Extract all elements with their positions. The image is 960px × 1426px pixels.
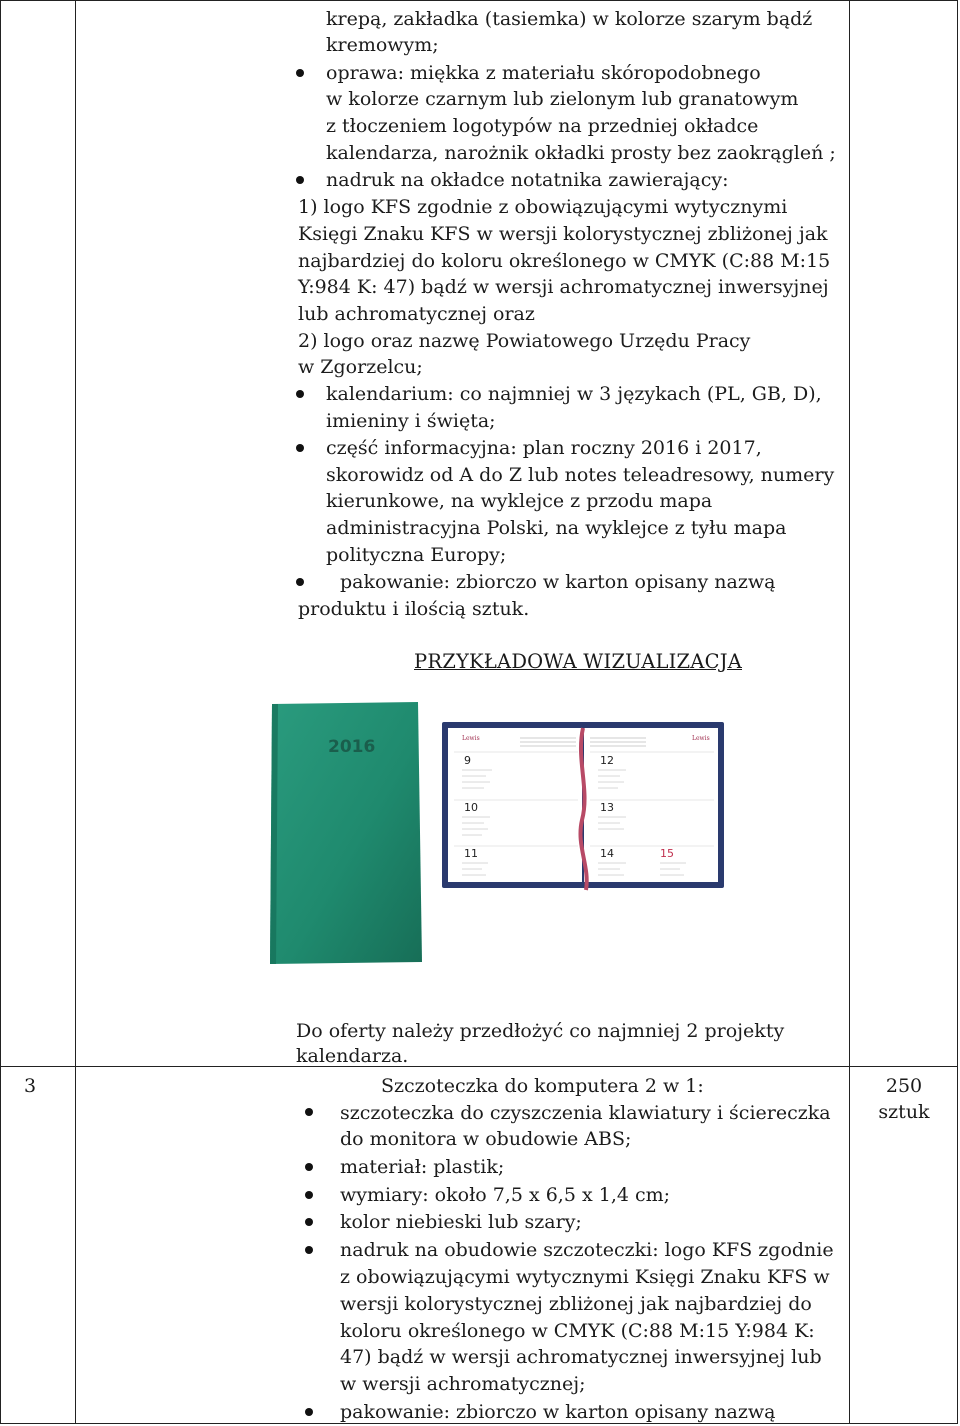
text-line: z obowiązującymi wytycznymi Księgi Znaku KFS w: [340, 1266, 830, 1288]
planner-open-image: [440, 720, 726, 892]
quantity-number: 250: [885, 1075, 923, 1097]
bullet: [305, 1218, 313, 1226]
planner-day-holiday: 15: [660, 847, 674, 860]
text-line: Y:984 K: 47) bądź w wersji achromatycznej inwersyjnej: [298, 276, 829, 298]
text-line: wymiary: około 7,5 x 6,5 x 1,4 cm;: [340, 1184, 671, 1206]
text-line: Do oferty należy przedłożyć co najmniej 2 projekty: [296, 1020, 785, 1042]
text-line: 47) bądź w wersji achromatycznej inwersyjnej lub: [340, 1346, 822, 1368]
text-line: oprawa: miękka z materiału skóropodobnego: [326, 62, 761, 84]
planner-day: 14: [600, 847, 614, 860]
text-line: kalendarza, narożnik okładki prosty bez zaokrągleń ;: [326, 142, 836, 164]
planner-corner-label-right: Lewis: [692, 735, 710, 742]
item-title: Szczoteczka do komputera 2 w 1:: [381, 1075, 704, 1097]
column-divider: [849, 1, 850, 1423]
text-line: kalendarza.: [296, 1045, 409, 1067]
text-line: w Zgorzelcu;: [298, 356, 423, 378]
text-line: produktu i ilością sztuk.: [298, 598, 530, 620]
bullet: [305, 1408, 313, 1416]
bullet: [305, 1246, 313, 1254]
bullet: [296, 69, 304, 77]
text-line: szczoteczka do czyszczenia klawiatury i ściereczka: [340, 1102, 831, 1124]
text-line: 1) logo KFS zgodnie z obowiązującymi wytycznymi: [298, 196, 788, 218]
text-line: koloru określonego w CMYK (C:88 M:15 Y:984 K:: [340, 1320, 815, 1342]
planner-day: 9: [464, 754, 471, 767]
bullet: [296, 578, 304, 586]
text-line: część informacyjna: plan roczny 2016 i 2017,: [326, 437, 762, 459]
bullet: [296, 444, 304, 452]
planner-corner-label-left: Lewis: [462, 735, 480, 742]
text-line: nadruk na okładce notatnika zawierający:: [326, 169, 729, 191]
text-line: nadruk na obudowie szczoteczki: logo KFS zgodnie: [340, 1239, 834, 1261]
text-line: najbardziej do koloru określonego w CMYK (C:88 M:15: [298, 250, 831, 272]
text-line: kalendarium: co najmniej w 3 językach (PL, GB, D),: [326, 383, 822, 405]
text-line: kremowym;: [326, 34, 439, 56]
text-line: polityczna Europy;: [326, 544, 507, 566]
text-line: 2) logo oraz nazwę Powiatowego Urzędu Pracy: [298, 330, 751, 352]
cover-year: 2016: [328, 737, 376, 757]
planner-cover-image: [266, 700, 424, 966]
text-line: w wersji achromatycznej;: [340, 1373, 586, 1395]
text-line: materiał: plastik;: [340, 1156, 505, 1178]
row-divider: [1, 1066, 957, 1067]
text-line: krepą, zakładka (tasiemka) w kolorze szarym bądź: [326, 8, 813, 30]
text-line: skorowidz od A do Z lub notes teleadresowy, numery: [326, 464, 835, 486]
text-line: pakowanie: zbiorczo w karton opisany nazwą: [340, 571, 776, 593]
text-line: Księgi Znaku KFS w wersji kolorystycznej zbliżonej jak: [298, 223, 828, 245]
visualization-heading: PRZYKŁADOWA WIZUALIZACJA: [414, 650, 743, 673]
text-line: kierunkowe, na wyklejce z przodu mapa: [326, 490, 713, 512]
text-line: wersji kolorystycznej zbliżonej jak najbardziej do: [340, 1293, 812, 1315]
quantity-unit: sztuk: [878, 1101, 930, 1123]
text-line: administracyjna Polski, na wyklejce z tyłu mapa: [326, 517, 787, 539]
text-line: imieniny i święta;: [326, 410, 496, 432]
text-line: kolor niebieski lub szary;: [340, 1211, 582, 1233]
bullet: [296, 390, 304, 398]
bullet: [305, 1191, 313, 1199]
bullet: [305, 1108, 313, 1116]
planner-day: 12: [600, 754, 614, 767]
row-number: 3: [24, 1075, 37, 1097]
bullet: [305, 1163, 313, 1171]
column-divider: [75, 1, 76, 1423]
planner-day: 10: [464, 801, 478, 814]
planner-day: 13: [600, 801, 614, 814]
text-line: lub achromatycznej oraz: [298, 303, 535, 325]
text-line: pakowanie: zbiorczo w karton opisany nazwą: [340, 1401, 776, 1423]
text-line: z tłoczeniem logotypów na przedniej okładce: [326, 115, 759, 137]
text-line: w kolorze czarnym lub zielonym lub granatowym: [326, 88, 799, 110]
bullet: [296, 176, 304, 184]
planner-day: 11: [464, 847, 478, 860]
text-line: do monitora w obudowie ABS;: [340, 1128, 632, 1150]
